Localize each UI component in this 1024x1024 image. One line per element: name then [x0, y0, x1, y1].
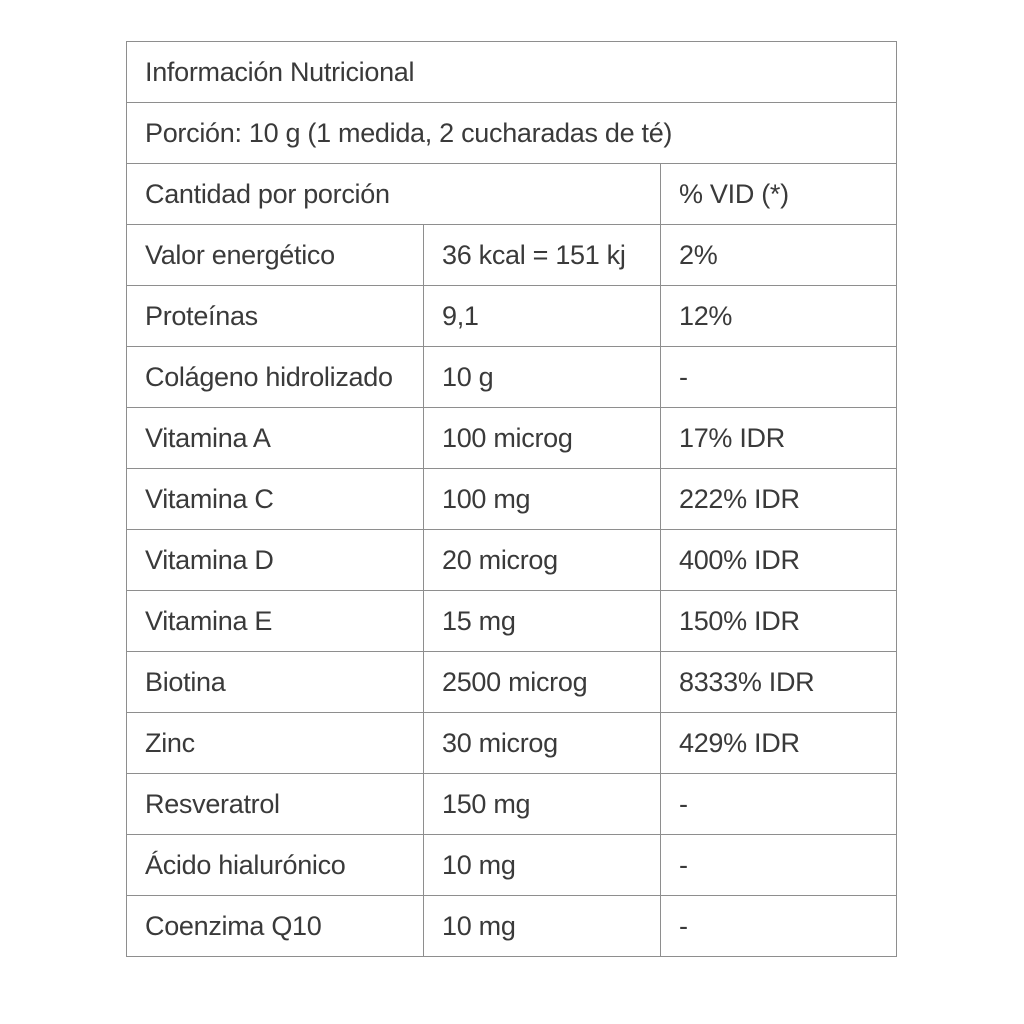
nutrient-vid: - — [661, 896, 897, 957]
title-row — [127, 42, 897, 103]
nutrient-name: Vitamina E — [127, 591, 424, 652]
nutrient-amount: 20 microg — [424, 530, 661, 591]
nutrient-name: Ácido hialurónico — [127, 835, 424, 896]
nutrient-row — [127, 286, 897, 347]
nutrient-amount: 10 mg — [424, 835, 661, 896]
serving-row — [127, 103, 897, 164]
nutrient-name: Vitamina A — [127, 408, 424, 469]
nutrition-table-body — [127, 42, 897, 957]
nutrient-row — [127, 530, 897, 591]
nutrient-amount: 100 microg — [424, 408, 661, 469]
nutrient-vid: - — [661, 774, 897, 835]
serving-size: Porción: 10 g (1 medida, 2 cucharadas de té) — [127, 103, 897, 164]
nutrient-vid: 2% — [661, 225, 897, 286]
nutrient-vid: 400% IDR — [661, 530, 897, 591]
nutrient-amount: 9,1 — [424, 286, 661, 347]
nutrient-vid: 8333% IDR — [661, 652, 897, 713]
nutrient-vid: 12% — [661, 286, 897, 347]
quantity-header: Cantidad por porción — [127, 164, 661, 225]
nutrient-name: Zinc — [127, 713, 424, 774]
nutrient-name: Vitamina C — [127, 469, 424, 530]
nutrient-name: Valor energético — [127, 225, 424, 286]
nutrient-amount: 10 mg — [424, 896, 661, 957]
nutrient-name: Coenzima Q10 — [127, 896, 424, 957]
nutrient-row — [127, 408, 897, 469]
nutrient-row — [127, 225, 897, 286]
nutrient-amount: 30 microg — [424, 713, 661, 774]
nutrient-amount: 100 mg — [424, 469, 661, 530]
nutrient-vid: 17% IDR — [661, 408, 897, 469]
nutrient-row — [127, 774, 897, 835]
nutrient-amount: 150 mg — [424, 774, 661, 835]
nutrient-amount: 36 kcal = 151 kj — [424, 225, 661, 286]
nutrient-row — [127, 469, 897, 530]
nutrient-row — [127, 591, 897, 652]
vid-header: % VID (*) — [661, 164, 897, 225]
nutrient-name: Proteínas — [127, 286, 424, 347]
nutrient-row — [127, 713, 897, 774]
nutrient-amount: 2500 microg — [424, 652, 661, 713]
nutrient-name: Biotina — [127, 652, 424, 713]
header-row — [127, 164, 897, 225]
nutrient-vid: 150% IDR — [661, 591, 897, 652]
nutrient-vid: 429% IDR — [661, 713, 897, 774]
nutrient-vid: - — [661, 835, 897, 896]
nutrient-vid: 222% IDR — [661, 469, 897, 530]
nutrient-row — [127, 835, 897, 896]
nutrient-row — [127, 896, 897, 957]
nutrient-vid: - — [661, 347, 897, 408]
nutrient-row — [127, 347, 897, 408]
nutrient-name: Resveratrol — [127, 774, 424, 835]
nutrient-name: Vitamina D — [127, 530, 424, 591]
nutrition-facts-table — [126, 41, 897, 957]
nutrient-amount: 15 mg — [424, 591, 661, 652]
nutrient-amount: 10 g — [424, 347, 661, 408]
table-title: Información Nutricional — [127, 42, 897, 103]
nutrient-row — [127, 652, 897, 713]
nutrient-name: Colágeno hidrolizado — [127, 347, 424, 408]
